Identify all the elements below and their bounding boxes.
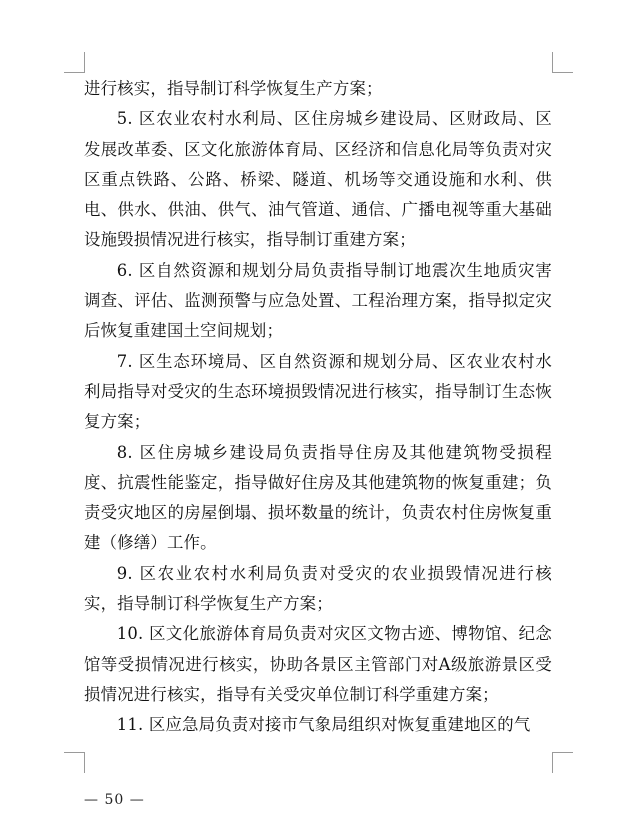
paragraph-item-8: 8. 区住房城乡建设局负责指导住房及其他建筑物受损程度、抗震性能鉴定，指导做好住房及其他建筑物的恢复重建；负责受灾地区的房屋倒塌、损坏数量的统计，负责农村住房恢复重建（修缮）工作。 [84, 442, 552, 553]
paragraph-item-10: 10. 区文化旅游体育局负责对灾区文物古迹、博物馆、纪念馆等受损情况进行核实，协助各景区主管部门对A级旅游景区受损情况进行核实，指导有关受灾单位制订科学重建方案； [84, 624, 552, 704]
document-body [84, 74, 552, 741]
paragraph-item-11: 11. 区应急局负责对接市气象局组织对恢复重建地区的气 [116, 715, 531, 735]
crop-mark-top-left [64, 52, 85, 73]
crop-mark-bottom-right [552, 752, 573, 773]
paragraph-item-9: 9. 区农业农村水利局负责对受灾的农业损毁情况进行核实，指导制订科学恢复生产方案； [84, 563, 552, 614]
paragraph-item-7: 7. 区生态环境局、区自然资源和规划分局、区农业农村水利局指导对受灾的生态环境损毁情况进行核实，指导制订生态恢复方案； [84, 351, 552, 432]
paragraph-item-5: 5. 区农业农村水利局、区住房城乡建设局、区财政局、区发展改革委、区文化旅游体育局、区经济和信息化局等负责对灾区重点铁路、公路、桥梁、隧道、机场等交通设施和水利、供电、供水、供油、供气、油气管道、通信、广播电视等重大基础设施毁损情况进行核实，指导制订重建方案； [84, 109, 552, 250]
page-number: — 50 — [84, 792, 145, 808]
paragraph-continuation: 进行核实，指导制订科学恢复生产方案； [84, 79, 383, 98]
crop-mark-top-right [552, 52, 573, 73]
paragraph-item-6: 6. 区自然资源和规划分局负责指导制订地震次生地质灾害调查、评估、监测预警与应急处置、工程治理方案，指导拟定灾后恢复重建国土空间规划； [84, 260, 552, 341]
crop-mark-bottom-left [64, 752, 85, 773]
